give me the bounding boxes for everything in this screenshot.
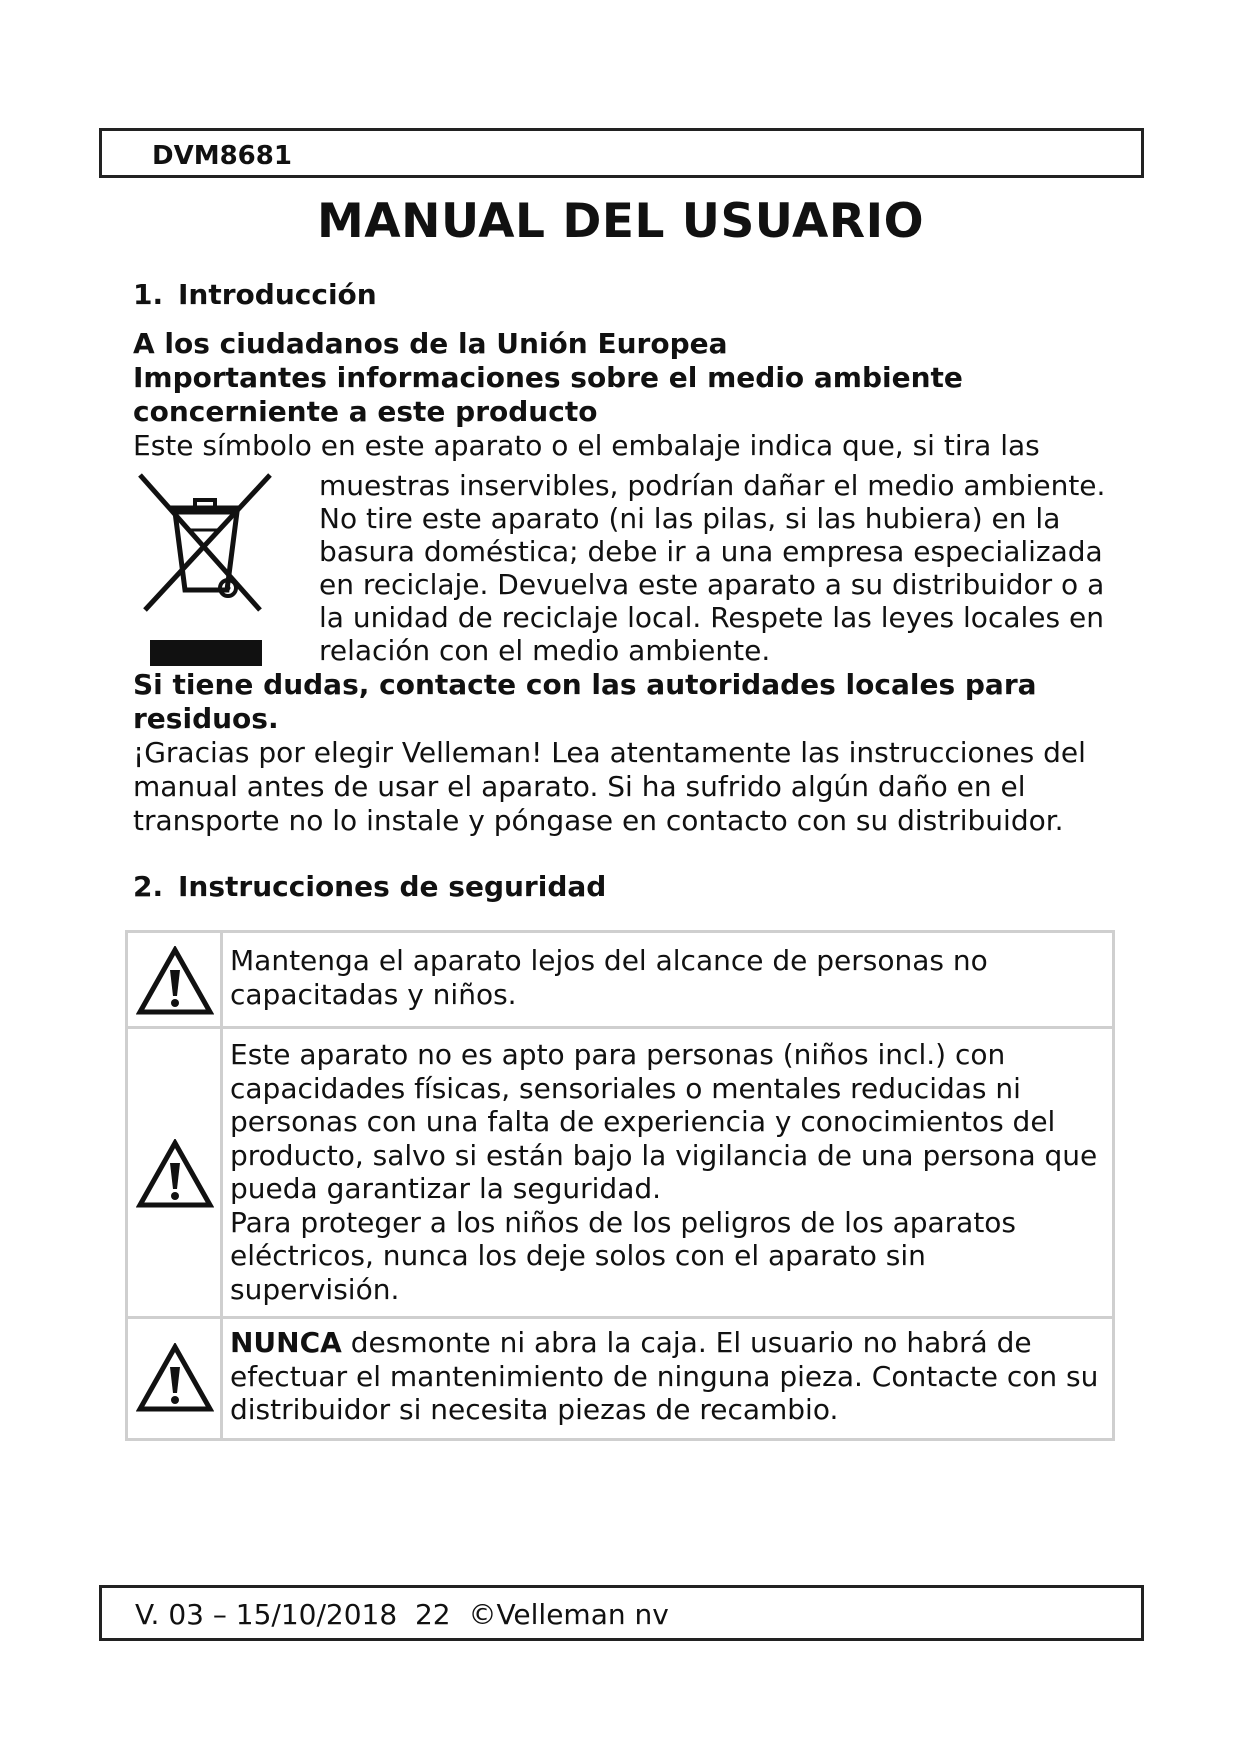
thanks-line-3: transporte no lo instale y póngase en contacto con su distribuidor.	[133, 804, 1064, 837]
icon-cell	[128, 1319, 223, 1438]
safety-table	[125, 930, 1115, 1441]
weee-text-line-4: en reciclaje. Devuelva este aparato a su distribuidor o a	[319, 568, 1105, 601]
warning-triangle-icon	[136, 946, 214, 1016]
footer-page-number: 22	[414, 1598, 451, 1631]
weee-text-line-5: la unidad de reciclaje local. Respete las leyes locales en	[319, 601, 1104, 634]
contact-authorities-line-1: Si tiene dudas, contacte con las autoridades locales para	[133, 668, 1037, 701]
crossed-out-wheelie-bin-icon	[135, 470, 277, 670]
header-box	[99, 128, 1144, 178]
safety-text: Este aparato no es apto para personas (niños incl.) con capacidades físicas, sensoriales o mentales reducidas ni personas con una falta de experiencia y conocimientos del producto, salvo si están bajo la vigilancia de una persona que pueda garantizar la seguridad. Para proteger a los niños de los peligros de los aparatos eléctricos, nunca los deje solos con el aparato sin supervisión.	[230, 1038, 1098, 1306]
section-1-heading	[133, 278, 377, 311]
footer-box	[99, 1585, 1144, 1641]
section-2-heading	[133, 870, 606, 903]
section-2-number: 2.	[133, 870, 164, 903]
safety-text: Mantenga el aparato lejos del alcance de personas no capacitadas y niños.	[230, 944, 988, 1011]
thanks-line-1: ¡Gracias por elegir Velleman! Lea atentamente las instrucciones del	[133, 736, 1086, 769]
product-concern-line: concerniente a este producto	[133, 395, 598, 428]
footer-copyright: ©Velleman nv	[468, 1598, 669, 1631]
warning-triangle-icon	[136, 1343, 214, 1413]
icon-cell	[128, 1029, 223, 1316]
warning-triangle-icon	[136, 1139, 214, 1209]
weee-text-line-3: basura doméstica; debe ir a una empresa especializada	[319, 535, 1103, 568]
model-number: DVM8681	[152, 141, 292, 171]
footer-text	[135, 1598, 669, 1631]
safety-row	[128, 933, 1112, 1029]
section-2-title: Instrucciones de seguridad	[178, 870, 607, 903]
safety-text: NUNCA desmonte ni abra la caja. El usuario no habrá de efectuar el mantenimiento de ninguna pieza. Contacte con su distribuidor si necesita piezas de recambio.	[230, 1326, 1099, 1426]
weee-text-line-1: muestras inservibles, podrían dañar el medio ambiente.	[319, 469, 1106, 502]
icon-cell	[128, 933, 223, 1026]
section-1-title: Introducción	[178, 278, 377, 311]
safety-row	[128, 1029, 1112, 1319]
thanks-line-2: manual antes de usar el aparato. Si ha sufrido algún daño en el	[133, 770, 1026, 803]
footer-version: V. 03 – 15/10/2018	[135, 1598, 398, 1631]
contact-authorities-line-2: residuos.	[133, 702, 279, 735]
environment-info-line: Importantes informaciones sobre el medio ambiente	[133, 361, 963, 394]
section-1-number: 1.	[133, 278, 164, 311]
eu-citizens-line: A los ciudadanos de la Unión Europea	[133, 327, 728, 360]
never-emphasis: NUNCA	[230, 1326, 342, 1359]
page-title: MANUAL DEL USUARIO	[316, 194, 925, 249]
weee-text-line-6: relación con el medio ambiente.	[319, 634, 771, 667]
symbol-intro-line: Este símbolo en este aparato o el embalaje indica que, si tira las	[133, 429, 1040, 462]
safety-row	[128, 1319, 1112, 1438]
weee-text-line-2: No tire este aparato (ni las pilas, si las hubiera) en la	[319, 502, 1061, 535]
